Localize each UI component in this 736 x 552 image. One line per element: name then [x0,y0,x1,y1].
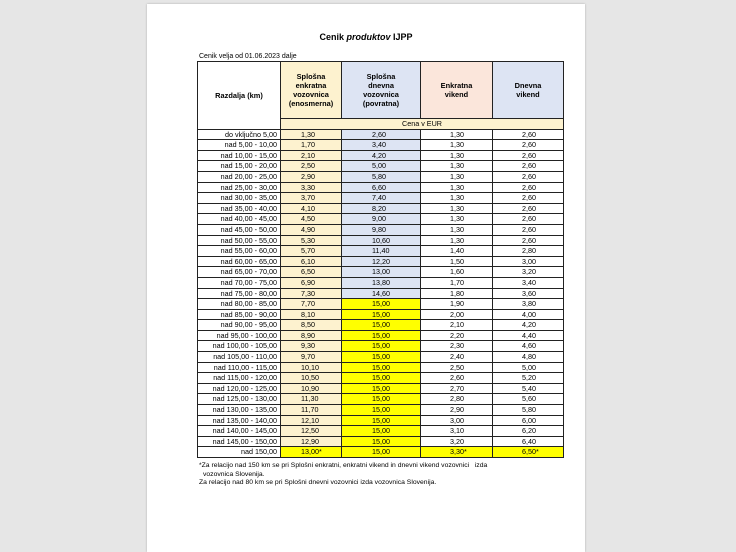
single-price-cell: 2,50 [281,161,342,172]
daily-price-cell: 15,00 [342,352,421,363]
distance-cell: nad 135,00 - 140,00 [198,415,281,426]
daily-price-cell: 15,00 [342,299,421,310]
distance-cell: nad 100,00 - 105,00 [198,341,281,352]
weekend-daily-price-cell: 2,60 [493,161,564,172]
header-daily-ticket [342,62,421,119]
single-price-cell: 2,10 [281,150,342,161]
weekend-single-price-cell: 1,30 [421,203,493,214]
daily-price-cell: 9,00 [342,214,421,225]
table-row [198,309,564,320]
weekend-daily-price-cell: 5,00 [493,362,564,373]
weekend-single-price-cell: 1,30 [421,150,493,161]
footnote-line: *Za relacijo nad 150 km se pri Splošni enkratni, enkratni vikend in dnevni vikend vozovnici izda [199,462,488,469]
header-line: vozovnica [363,90,399,99]
weekend-daily-price-cell: 4,20 [493,320,564,331]
single-price-cell: 3,30 [281,182,342,193]
distance-cell: nad 40,00 - 45,00 [198,214,281,225]
single-price-cell: 2,90 [281,171,342,182]
distance-cell: nad 150,00 [198,447,281,458]
weekend-single-price-cell: 1,90 [421,299,493,310]
weekend-single-price-cell: 1,50 [421,256,493,267]
distance-cell: nad 10,00 - 15,00 [198,150,281,161]
single-price-cell: 10,10 [281,362,342,373]
single-price-cell: 10,50 [281,373,342,384]
weekend-daily-price-cell: 3,00 [493,256,564,267]
price-table [197,61,564,458]
distance-cell: nad 130,00 - 135,00 [198,405,281,416]
distance-cell: nad 20,00 - 25,00 [198,171,281,182]
table-row [198,267,564,278]
single-price-cell: 12,90 [281,436,342,447]
weekend-single-price-cell: 3,00 [421,415,493,426]
daily-price-cell: 13,80 [342,277,421,288]
distance-cell: nad 50,00 - 55,00 [198,235,281,246]
daily-price-cell: 3,40 [342,140,421,151]
weekend-daily-price-cell: 3,20 [493,267,564,278]
single-price-cell: 6,10 [281,256,342,267]
table-row [198,256,564,267]
weekend-single-price-cell: 2,30 [421,341,493,352]
daily-price-cell: 6,60 [342,182,421,193]
footnote-line: Za relacijo nad 80 km se pri Splošni dnevni vozovnici izda vozovnica Slovenija. [199,479,437,487]
weekend-daily-price-cell: 2,60 [493,171,564,182]
currency-label: Cena v EUR [281,119,564,130]
daily-price-cell: 7,40 [342,193,421,204]
daily-price-cell: 14,60 [342,288,421,299]
weekend-single-price-cell: 1,40 [421,246,493,257]
daily-price-cell: 15,00 [342,447,421,458]
daily-price-cell: 15,00 [342,341,421,352]
single-price-cell: 5,70 [281,246,342,257]
table-row [198,383,564,394]
daily-price-cell: 15,00 [342,394,421,405]
header-line: (enosmerna) [288,99,334,108]
weekend-daily-price-cell: 6,00 [493,415,564,426]
table-row [198,362,564,373]
daily-price-cell: 12,20 [342,256,421,267]
table-row [198,246,564,257]
distance-cell: nad 45,00 - 50,00 [198,224,281,235]
footnotes [199,462,529,488]
weekend-daily-price-cell: 5,40 [493,383,564,394]
table-row [198,224,564,235]
weekend-daily-price-cell: 5,60 [493,394,564,405]
distance-cell: nad 65,00 - 70,00 [198,267,281,278]
distance-cell: nad 75,00 - 80,00 [198,288,281,299]
table-row [198,299,564,310]
daily-price-cell: 13,00 [342,267,421,278]
weekend-daily-price-cell: 2,80 [493,246,564,257]
price-rows [198,129,564,457]
weekend-daily-price-cell: 4,80 [493,352,564,363]
distance-cell: nad 25,00 - 30,00 [198,182,281,193]
single-price-cell: 1,30 [281,129,342,140]
header-distance: Razdalja (km) [198,62,281,130]
table-row [198,320,564,331]
daily-price-cell: 15,00 [342,383,421,394]
weekend-single-price-cell: 1,30 [421,171,493,182]
distance-cell: nad 35,00 - 40,00 [198,203,281,214]
daily-price-cell: 2,60 [342,129,421,140]
distance-cell: nad 125,00 - 130,00 [198,394,281,405]
header-weekend-daily [493,62,564,119]
single-price-cell: 12,50 [281,426,342,437]
table-row [198,288,564,299]
single-price-cell: 9,70 [281,352,342,363]
distance-cell: nad 140,00 - 145,00 [198,426,281,437]
single-price-cell: 6,50 [281,267,342,278]
single-price-cell: 8,10 [281,309,342,320]
header-line: Splošna [296,72,326,81]
validity-note: Cenik velja od 01.06.2023 dalje [199,53,297,60]
distance-cell: do vključno 5,00 [198,129,281,140]
distance-cell: nad 55,00 - 60,00 [198,246,281,257]
table-row [198,129,564,140]
weekend-single-price-cell: 2,60 [421,373,493,384]
table-row [198,415,564,426]
weekend-daily-price-cell: 6,20 [493,426,564,437]
table-row [198,447,564,458]
weekend-single-price-cell: 2,10 [421,320,493,331]
header-line: vikend [516,90,540,99]
weekend-daily-price-cell: 2,60 [493,235,564,246]
distance-cell: nad 145,00 - 150,00 [198,436,281,447]
daily-price-cell: 15,00 [342,309,421,320]
daily-price-cell: 5,80 [342,171,421,182]
weekend-single-price-cell: 2,90 [421,405,493,416]
header-line: Dnevna [514,81,542,90]
weekend-daily-price-cell: 2,60 [493,182,564,193]
weekend-daily-price-cell: 2,60 [493,193,564,204]
weekend-daily-price-cell: 3,60 [493,288,564,299]
weekend-daily-price-cell: 2,60 [493,150,564,161]
weekend-single-price-cell: 1,70 [421,277,493,288]
footnote-line: vozovnica Slovenija. [203,470,265,478]
table-row [198,436,564,447]
daily-price-cell: 15,00 [342,405,421,416]
daily-price-cell: 8,20 [342,203,421,214]
daily-price-cell: 15,00 [342,426,421,437]
distance-cell: nad 70,00 - 75,00 [198,277,281,288]
weekend-single-price-cell: 1,30 [421,161,493,172]
header-weekend-single [421,62,493,119]
table-row [198,352,564,363]
daily-price-cell: 4,20 [342,150,421,161]
single-price-cell: 1,70 [281,140,342,151]
weekend-single-price-cell: 3,10 [421,426,493,437]
table-row [198,394,564,405]
weekend-daily-price-cell: 5,80 [493,405,564,416]
table-row [198,235,564,246]
weekend-single-price-cell: 3,30* [421,447,493,458]
weekend-single-price-cell: 1,30 [421,129,493,140]
weekend-single-price-cell: 1,30 [421,193,493,204]
table-row [198,330,564,341]
header-line: dnevna [368,81,394,90]
daily-price-cell: 15,00 [342,330,421,341]
daily-price-cell: 15,00 [342,362,421,373]
daily-price-cell: 15,00 [342,415,421,426]
table-row [198,214,564,225]
document-page [147,4,585,552]
distance-cell: nad 110,00 - 115,00 [198,362,281,373]
daily-price-cell: 10,60 [342,235,421,246]
daily-price-cell: 15,00 [342,320,421,331]
table-row [198,426,564,437]
distance-cell: nad 5,00 - 10,00 [198,140,281,151]
single-price-cell: 7,70 [281,299,342,310]
single-price-cell: 10,90 [281,383,342,394]
weekend-daily-price-cell: 2,60 [493,140,564,151]
weekend-daily-price-cell: 2,60 [493,203,564,214]
weekend-daily-price-cell: 4,60 [493,341,564,352]
daily-price-cell: 15,00 [342,436,421,447]
weekend-single-price-cell: 1,60 [421,267,493,278]
single-price-cell: 4,10 [281,203,342,214]
distance-cell: nad 115,00 - 120,00 [198,373,281,384]
weekend-daily-price-cell: 2,60 [493,214,564,225]
distance-cell: nad 120,00 - 125,00 [198,383,281,394]
table-row [198,341,564,352]
daily-price-cell: 5,00 [342,161,421,172]
distance-cell: nad 95,00 - 100,00 [198,330,281,341]
weekend-daily-price-cell: 2,60 [493,224,564,235]
header-single-ticket [281,62,342,119]
weekend-daily-price-cell: 4,00 [493,309,564,320]
weekend-single-price-cell: 3,20 [421,436,493,447]
weekend-single-price-cell: 1,30 [421,224,493,235]
header-line: vikend [444,90,469,99]
single-price-cell: 4,50 [281,214,342,225]
single-price-cell: 8,50 [281,320,342,331]
single-price-cell: 11,30 [281,394,342,405]
table-row [198,203,564,214]
table-row [198,373,564,384]
single-price-cell: 12,10 [281,415,342,426]
header-line: (povratna) [362,99,400,108]
single-price-cell: 11,70 [281,405,342,416]
distance-cell: nad 80,00 - 85,00 [198,299,281,310]
weekend-daily-price-cell: 3,40 [493,277,564,288]
weekend-single-price-cell: 1,30 [421,214,493,225]
daily-price-cell: 15,00 [342,373,421,384]
weekend-single-price-cell: 1,30 [421,235,493,246]
distance-cell: nad 60,00 - 65,00 [198,256,281,267]
weekend-single-price-cell: 1,30 [421,182,493,193]
header-line: Splošna [366,72,396,81]
daily-price-cell: 11,40 [342,246,421,257]
weekend-daily-price-cell: 3,80 [493,299,564,310]
weekend-daily-price-cell: 6,40 [493,436,564,447]
single-price-cell: 4,90 [281,224,342,235]
weekend-single-price-cell: 2,50 [421,362,493,373]
weekend-single-price-cell: 2,80 [421,394,493,405]
header-line: Enkratna [440,81,473,90]
weekend-daily-price-cell: 2,60 [493,129,564,140]
single-price-cell: 5,30 [281,235,342,246]
weekend-single-price-cell: 2,40 [421,352,493,363]
single-price-cell: 6,90 [281,277,342,288]
distance-cell: nad 15,00 - 20,00 [198,161,281,172]
single-price-cell: 8,90 [281,330,342,341]
distance-cell: nad 85,00 - 90,00 [198,309,281,320]
weekend-single-price-cell: 2,00 [421,309,493,320]
table-row [198,193,564,204]
distance-cell: nad 90,00 - 95,00 [198,320,281,331]
table-row [198,150,564,161]
table-row [198,171,564,182]
document-title: Cenik produktov IJPP [319,32,413,42]
weekend-daily-price-cell: 6,50* [493,447,564,458]
weekend-single-price-cell: 2,70 [421,383,493,394]
distance-cell: nad 30,00 - 35,00 [198,193,281,204]
distance-cell: nad 105,00 - 110,00 [198,352,281,363]
table-row [198,277,564,288]
header-line: enkratna [295,81,327,90]
table-row [198,161,564,172]
table-row [198,140,564,151]
single-price-cell: 9,30 [281,341,342,352]
daily-price-cell: 9,80 [342,224,421,235]
single-price-cell: 7,30 [281,288,342,299]
table-row [198,405,564,416]
single-price-cell: 3,70 [281,193,342,204]
header-line: vozovnica [293,90,329,99]
table-row [198,182,564,193]
single-price-cell: 13,00* [281,447,342,458]
weekend-single-price-cell: 1,30 [421,140,493,151]
weekend-daily-price-cell: 4,40 [493,330,564,341]
weekend-single-price-cell: 1,80 [421,288,493,299]
weekend-single-price-cell: 2,20 [421,330,493,341]
weekend-daily-price-cell: 5,20 [493,373,564,384]
